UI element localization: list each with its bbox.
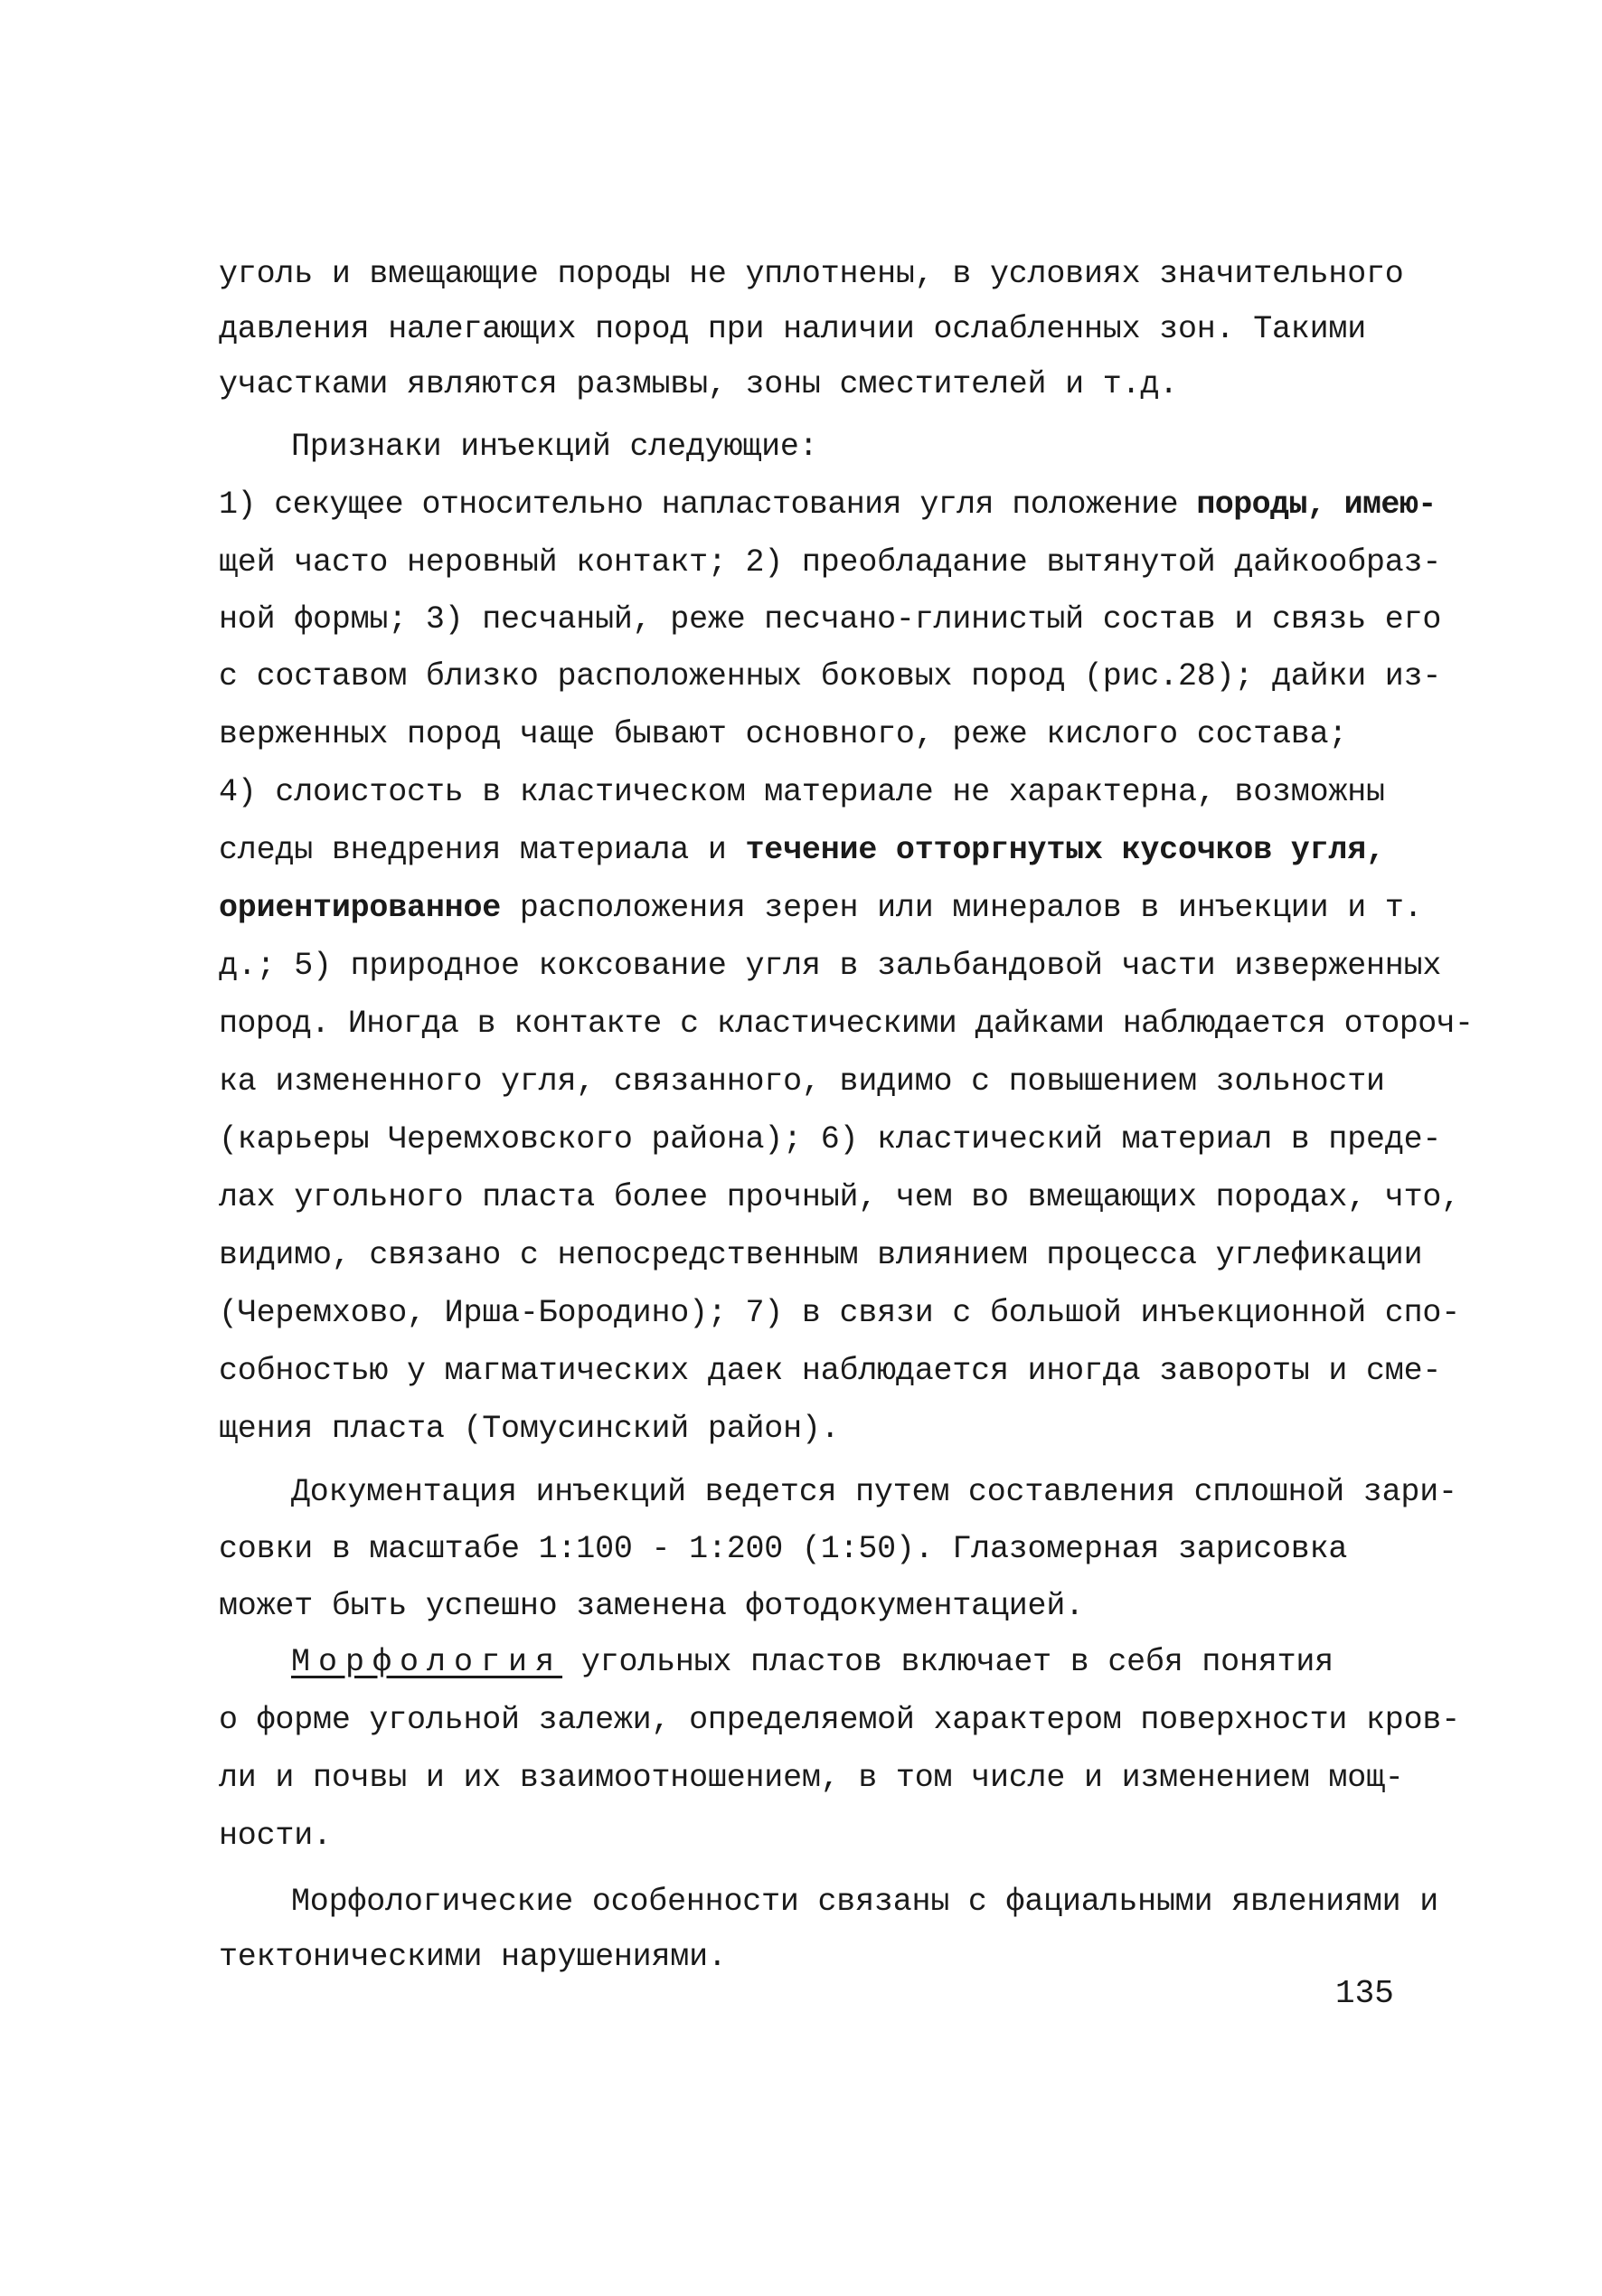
paragraph-heading: Признаки инъекций следующие: (291, 429, 818, 465)
text-line: пород. Иногда в контакте с кластическими дайками наблюдается отороч- (219, 1006, 1474, 1042)
text-line: Документация инъекций ведется путем составления сплошной зари- (291, 1474, 1457, 1510)
text-line: 4) слоистость в кластическом материале не характерна, возможны (219, 774, 1385, 810)
text-line: ориентированное расположения зерен или минералов в инъекции и т. (219, 890, 1423, 926)
text-line: собностью у магматических даек наблюдается иногда завороты и сме- (219, 1353, 1442, 1389)
text-line: ка измененного угля, связанного, видимо с повышением зольности (219, 1063, 1385, 1100)
text-line: участками являются размывы, зоны сместителей и т.д. (219, 366, 1178, 402)
text-line: верженных пород чаще бывают основного, реже кислого состава; (219, 716, 1348, 752)
bold-phrase: ориентированное (219, 890, 502, 926)
text-line: о форме угольной залежи, определяемой характером поверхности кров- (219, 1702, 1461, 1738)
bold-phrase: породы, имею- (1196, 487, 1437, 523)
text-line: уголь и вмещающие породы не уплотнены, в условиях значительного (219, 256, 1404, 292)
page-number: 135 (1335, 1975, 1394, 2012)
text-line: ности. (219, 1818, 332, 1854)
text-line: может быть успешно заменена фотодокументацией. (219, 1588, 1084, 1624)
text-line: следы внедрения материала и течение отторгнутых кусочков угля, (219, 832, 1385, 868)
text-line: с составом близко расположенных боковых пород (рис.28); дайки из- (219, 658, 1442, 694)
text-line: лах угольного пласта более прочный, чем во вмещающих породах, что, (219, 1179, 1461, 1215)
text-line: Морфологические особенности связаны с фациальными явлениями и (291, 1884, 1439, 1920)
text-line: д.; 5) природное коксование угля в зальбандовой части изверженных (219, 948, 1442, 984)
text-line: тектоническими нарушениями. (219, 1939, 727, 1975)
text-line: Морфология угольных пластов включает в себя понятия (291, 1644, 1333, 1680)
text-line: 1) секущее относительно напластования угля положение породы, имею- (219, 487, 1437, 523)
text-line: щения пласта (Томусинский район). (219, 1411, 840, 1447)
text-line: давления налегающих пород при наличии ослабленных зон. Такими (219, 311, 1367, 347)
section-term: Морфология (291, 1644, 563, 1680)
text-line: ли и почвы и их взаимоотношением, в том числе и изменением мощ- (219, 1760, 1404, 1796)
bold-phrase: течение отторгнутых кусочков угля, (745, 832, 1385, 868)
text-line: ной формы; 3) песчаный, реже песчано-глинистый состав и связь его (219, 601, 1442, 638)
text-line: щей часто неровный контакт; 2) преобладание вытянутой дайкообраз- (219, 544, 1442, 581)
text-line: (Черемхово, Ирша-Бородино); 7) в связи с большой инъекционной спо- (219, 1295, 1461, 1331)
text-line: (карьеры Черемховского района); 6) кластический материал в преде- (219, 1121, 1442, 1157)
text-line: совки в масштабе 1:100 - 1:200 (1:50). Глазомерная зарисовка (219, 1531, 1348, 1567)
text-line: видимо, связано с непосредственным влиянием процесса углефикации (219, 1237, 1423, 1273)
